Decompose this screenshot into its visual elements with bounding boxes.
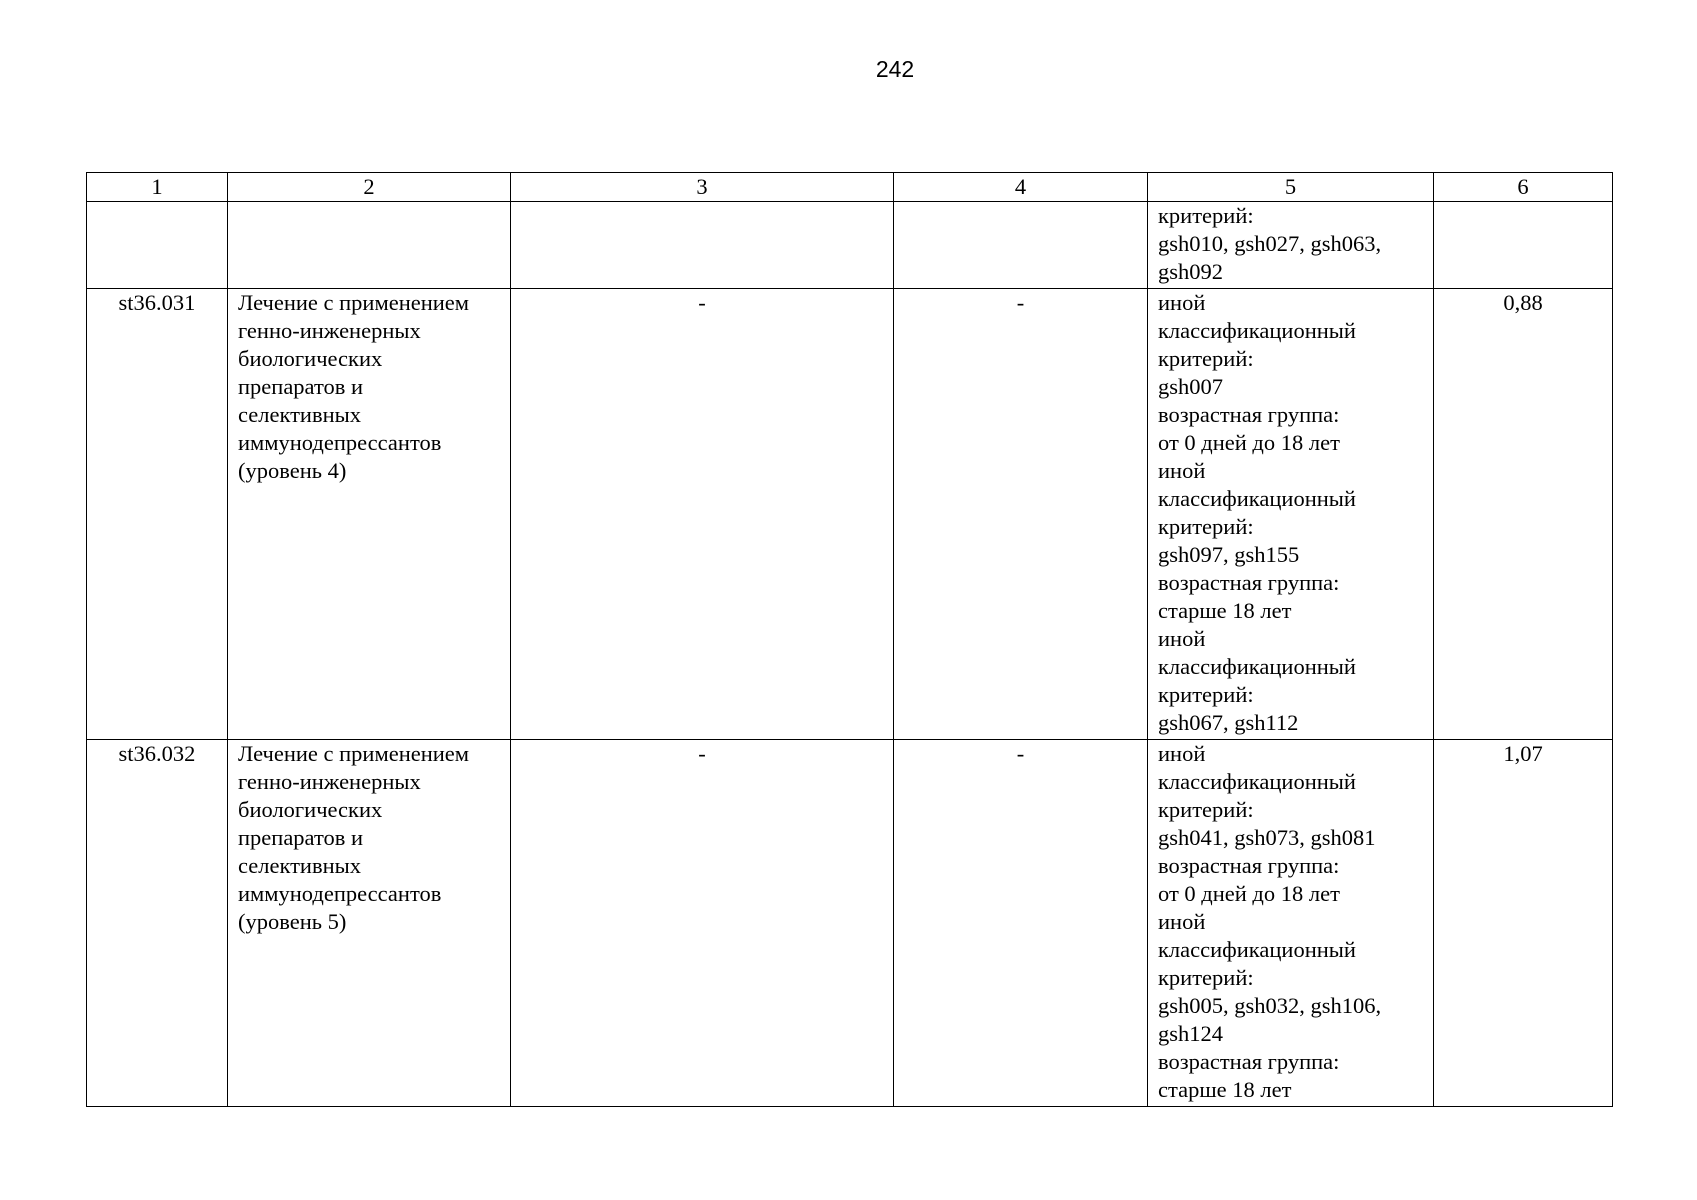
name-cell bbox=[228, 289, 511, 740]
criteria-cell bbox=[1148, 740, 1434, 1107]
code-cell: st36.032 bbox=[87, 740, 228, 1107]
name-line: генно-инженерных bbox=[238, 318, 421, 343]
name-line: Лечение с применением bbox=[238, 741, 470, 766]
col3-cell: - bbox=[511, 289, 894, 740]
col4-cell: - bbox=[894, 289, 1148, 740]
criteria-line: критерий: bbox=[1158, 682, 1254, 707]
header-cell-6: 6 bbox=[1434, 173, 1613, 202]
header-cell-5: 5 bbox=[1148, 173, 1434, 202]
criteria-line: от 0 дней до 18 лет bbox=[1158, 881, 1340, 906]
name-line: селективных bbox=[238, 402, 362, 427]
criteria-line: классификационный bbox=[1158, 769, 1356, 794]
criteria-line: gsh041, gsh073, gsh081 bbox=[1158, 825, 1376, 850]
name-line: (уровень 4) bbox=[238, 458, 347, 483]
coefficient-cell: 1,07 bbox=[1434, 740, 1613, 1107]
criteria-line: возрастная группа: bbox=[1158, 570, 1340, 595]
col4-cell: - bbox=[894, 740, 1148, 1107]
continuation-criteria-cell bbox=[1148, 202, 1434, 289]
name-line: (уровень 5) bbox=[238, 909, 347, 934]
criteria-line: возрастная группа: bbox=[1158, 1049, 1340, 1074]
page-number: 242 bbox=[875, 56, 915, 82]
criteria-line: критерий: bbox=[1158, 514, 1254, 539]
continuation-code-cell bbox=[87, 202, 228, 289]
criteria-line: gsh092 bbox=[1158, 259, 1224, 284]
header-cell-1: 1 bbox=[87, 173, 228, 202]
criteria-line: классификационный bbox=[1158, 318, 1356, 343]
col3-cell: - bbox=[511, 740, 894, 1107]
criteria-cell bbox=[1148, 289, 1434, 740]
continuation-name-cell bbox=[228, 202, 511, 289]
header-cell-2: 2 bbox=[228, 173, 511, 202]
criteria-line: критерий: bbox=[1158, 797, 1254, 822]
criteria-line: иной bbox=[1158, 741, 1206, 766]
name-line: биологических bbox=[238, 797, 383, 822]
criteria-line: gsh067, gsh112 bbox=[1158, 710, 1299, 735]
header-cell-3: 3 bbox=[511, 173, 894, 202]
continuation-coefficient-cell bbox=[1434, 202, 1613, 289]
name-line: Лечение с применением bbox=[238, 290, 470, 315]
criteria-line: gsh005, gsh032, gsh106, bbox=[1158, 993, 1382, 1018]
criteria-line: классификационный bbox=[1158, 937, 1356, 962]
name-line: препаратов и bbox=[238, 825, 364, 850]
name-line: селективных bbox=[238, 853, 362, 878]
criteria-line: иной bbox=[1158, 909, 1206, 934]
criteria-line: старше 18 лет bbox=[1158, 1077, 1292, 1102]
continuation-col3-cell bbox=[511, 202, 894, 289]
header-cell-4: 4 bbox=[894, 173, 1148, 202]
criteria-line: иной bbox=[1158, 458, 1206, 483]
table-row bbox=[87, 740, 1613, 1107]
criteria-line: возрастная группа: bbox=[1158, 402, 1340, 427]
continuation-row bbox=[87, 202, 1613, 289]
name-line: препаратов и bbox=[238, 374, 364, 399]
criteria-line: от 0 дней до 18 лет bbox=[1158, 430, 1340, 455]
name-line: иммунодепрессантов bbox=[238, 881, 442, 906]
criteria-line: старше 18 лет bbox=[1158, 598, 1292, 623]
criteria-line: gsh097, gsh155 bbox=[1158, 542, 1300, 567]
code-cell: st36.031 bbox=[87, 289, 228, 740]
criteria-line: gsh124 bbox=[1158, 1021, 1224, 1046]
criteria-line: классификационный bbox=[1158, 654, 1356, 679]
criteria-line: критерий: bbox=[1158, 346, 1254, 371]
name-cell bbox=[228, 740, 511, 1107]
coefficient-cell: 0,88 bbox=[1434, 289, 1613, 740]
table-row bbox=[87, 289, 1613, 740]
criteria-line: иной bbox=[1158, 626, 1206, 651]
criteria-line: классификационный bbox=[1158, 486, 1356, 511]
continuation-col4-cell bbox=[894, 202, 1148, 289]
name-line: иммунодепрессантов bbox=[238, 430, 442, 455]
tariff-table bbox=[86, 172, 1613, 1107]
criteria-line: критерий: bbox=[1158, 203, 1254, 228]
header-row bbox=[87, 173, 1613, 202]
criteria-line: gsh010, gsh027, gsh063, bbox=[1158, 231, 1382, 256]
criteria-line: критерий: bbox=[1158, 965, 1254, 990]
criteria-line: возрастная группа: bbox=[1158, 853, 1340, 878]
name-line: генно-инженерных bbox=[238, 769, 421, 794]
criteria-line: иной bbox=[1158, 290, 1206, 315]
criteria-line: gsh007 bbox=[1158, 374, 1224, 399]
name-line: биологических bbox=[238, 346, 383, 371]
